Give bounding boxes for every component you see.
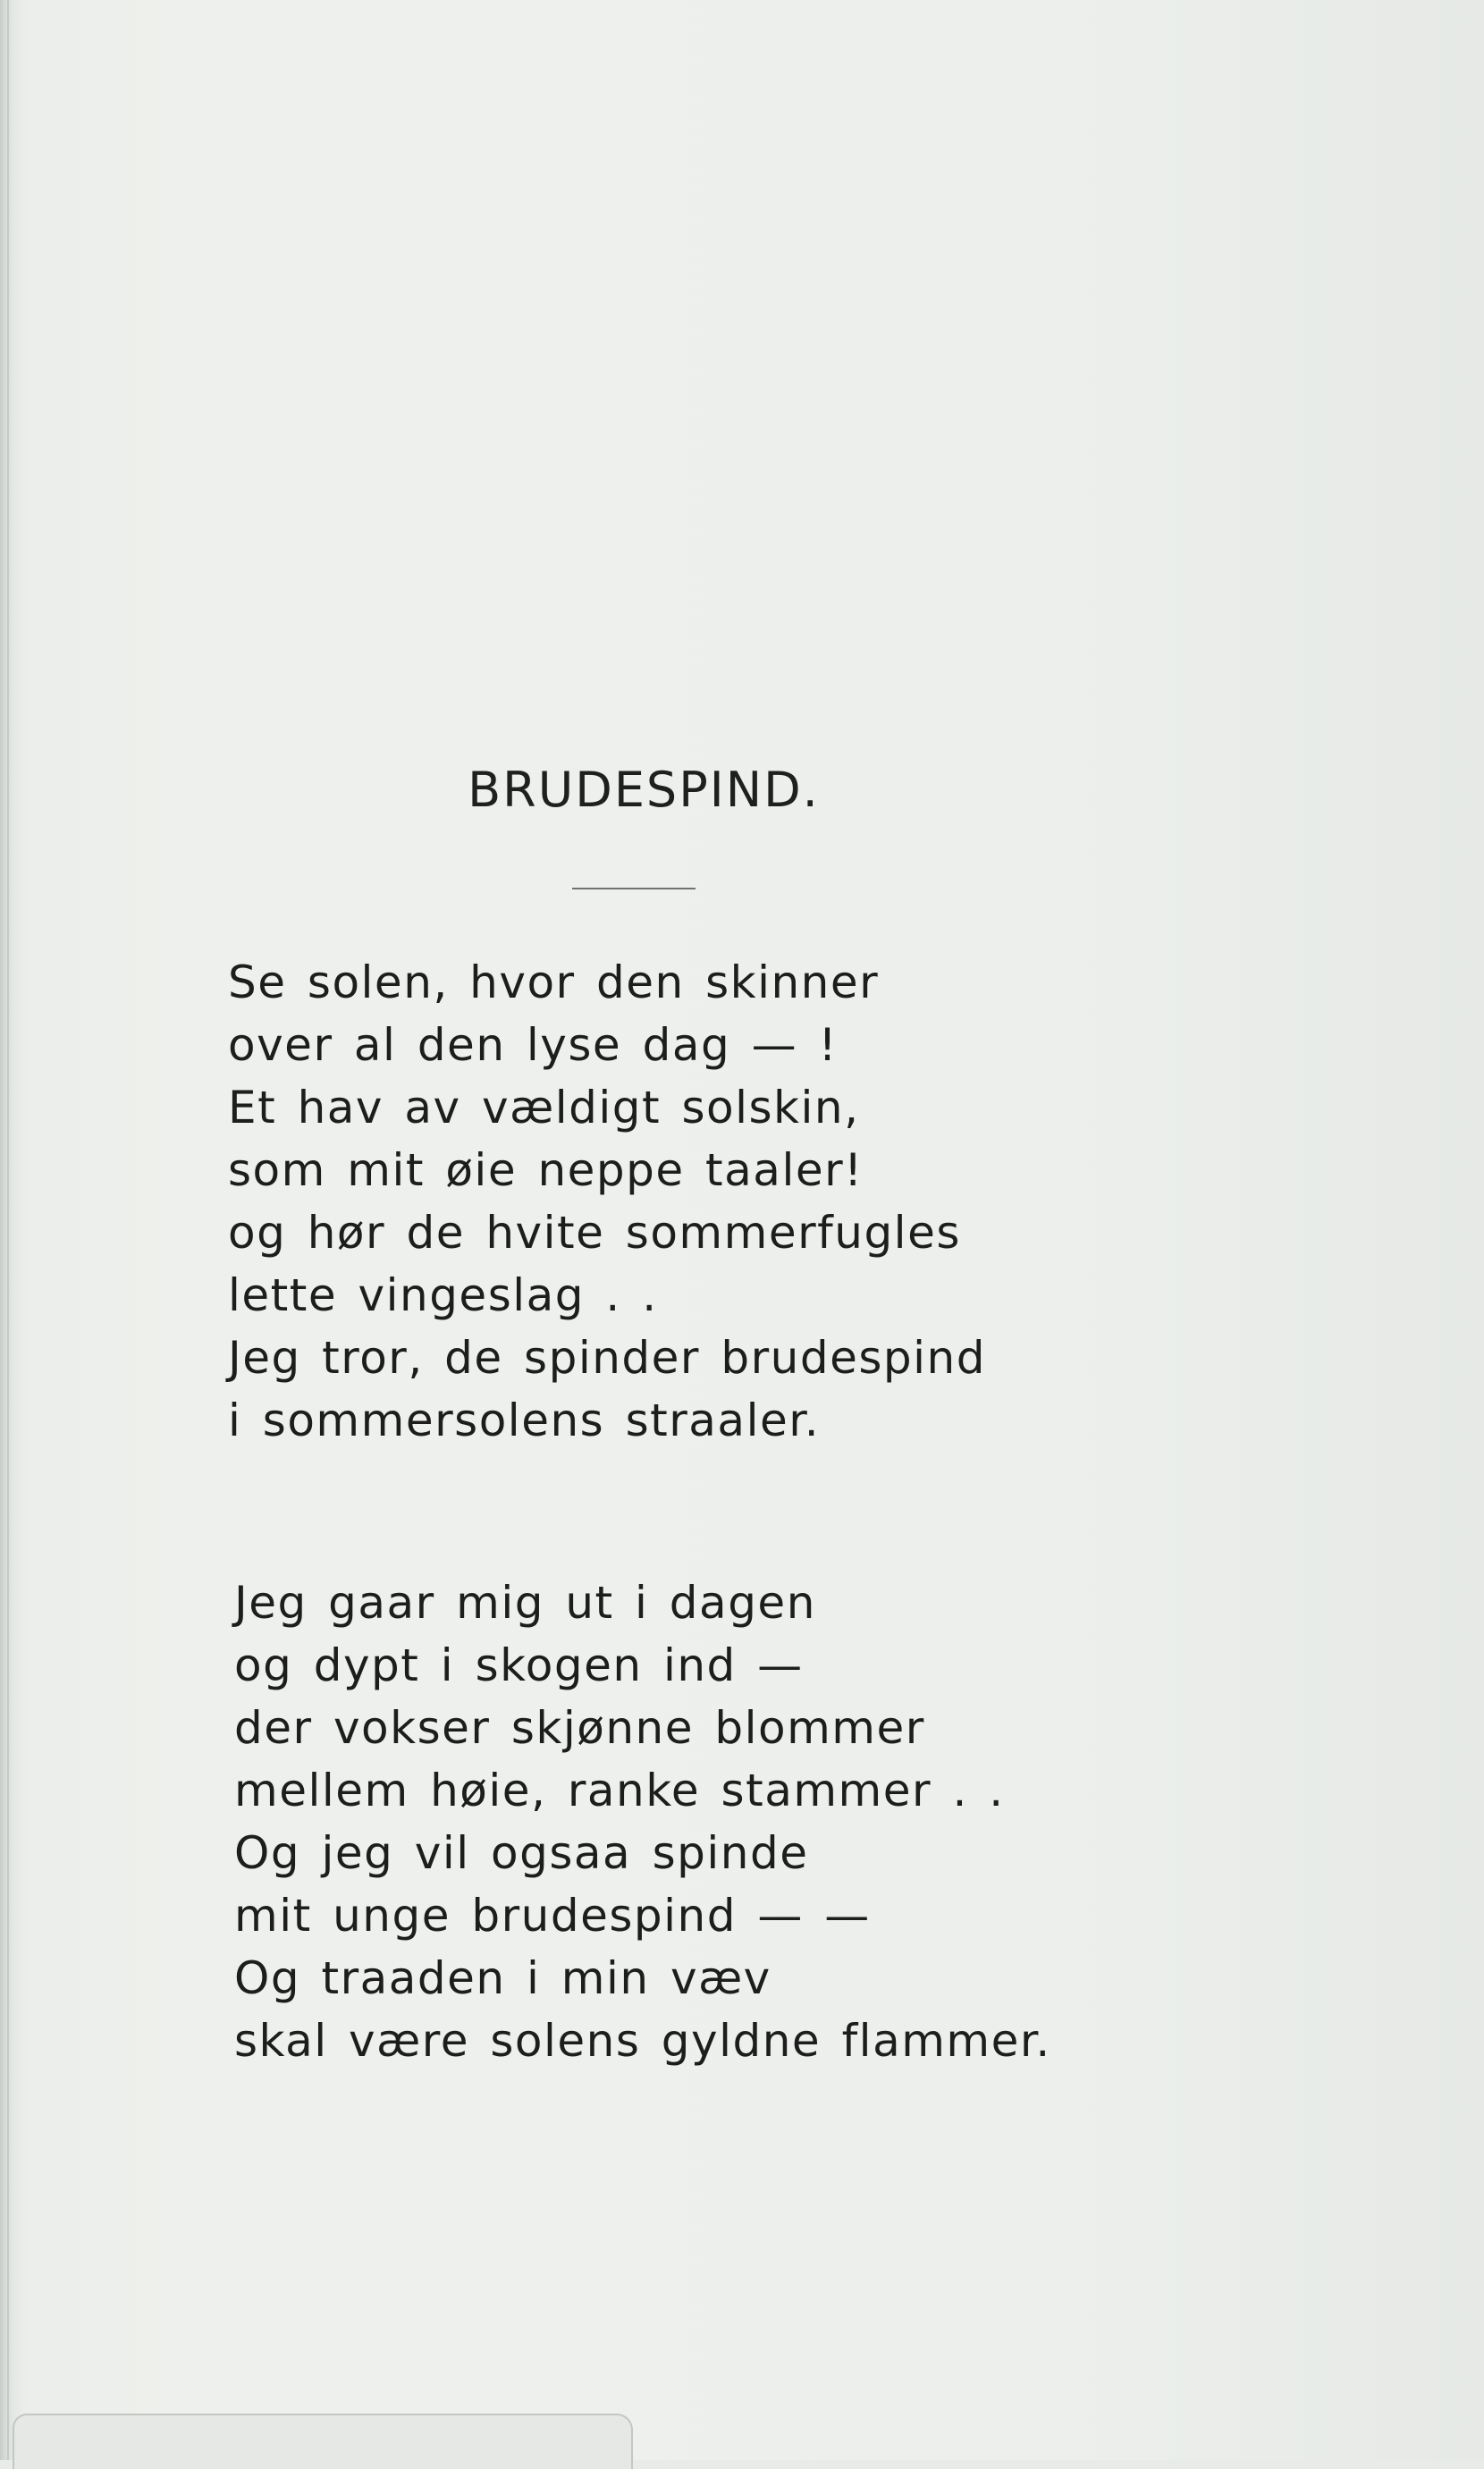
poem-line: som mit øie neppe taaler! [228,1144,864,1196]
binding-edge [0,0,13,2460]
poem-line: Jeg gaar mig ut i dagen [234,1577,816,1629]
poem-line: Se solen, hvor den skinner [228,956,880,1008]
poem-line: over al den lyse dag — ! [228,1019,839,1071]
binding-line [7,0,9,2460]
poem-line: og dypt i skogen ind — [234,1639,804,1691]
poem-line: i sommersolens straaler. [228,1395,821,1446]
poem-line: Og jeg vil ogsaa spinde [234,1827,809,1879]
poem-line: der vokser skjønne blommer [234,1702,925,1754]
title-divider [572,888,696,889]
poem-line: og hør de hvite sommerfugles [228,1207,961,1259]
poem-title: BRUDESPIND. [468,762,820,818]
poem-line: mellem høie, ranke stammer . . [234,1765,1005,1816]
poem-line: lette vingeslag . . [228,1269,658,1321]
stanza-1 [228,951,986,1452]
poem-line: skal være solens gyldne flammer. [234,2015,1051,2067]
poem-line: Og traaden i min væv [234,1952,772,2004]
library-tab-mark [13,2414,633,2469]
poem-line: Jeg tror, de spinder brudespind [228,1332,986,1384]
stanza-2 [234,1572,1051,2072]
poem-line: Et hav av vældigt solskin, [228,1082,860,1133]
poem-line: mit unge brudespind — — [234,1890,871,1942]
